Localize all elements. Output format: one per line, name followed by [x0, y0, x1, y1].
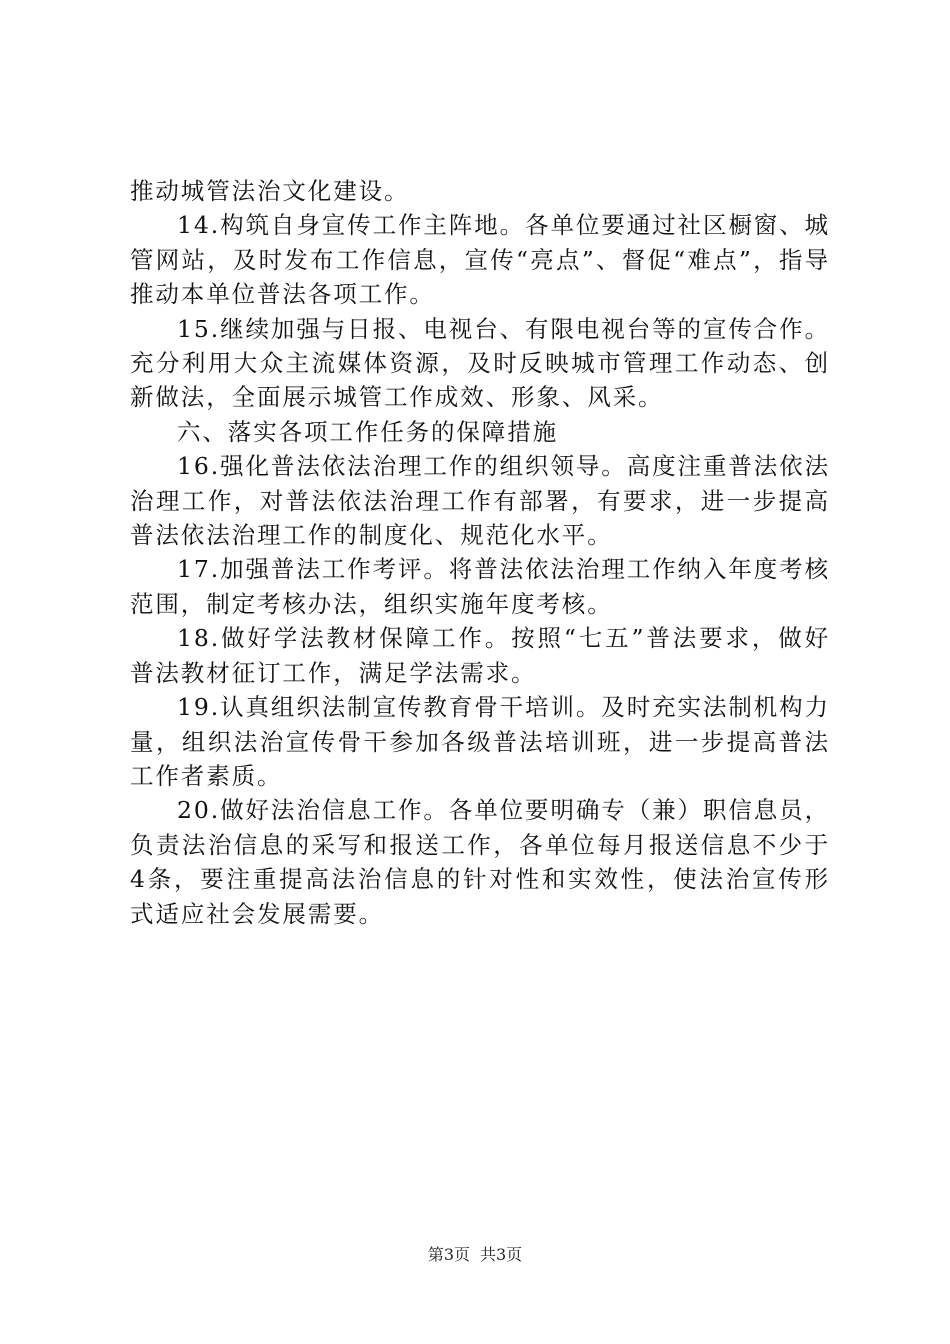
- paragraph-item-18: 18.做好学法教材保障工作。按照“七五”普法要求，做好普法教材征订工作，满足学法需求。: [130, 624, 830, 687]
- paragraph-item-15: 15.继续加强与日报、电视台、有限电视台等的宣传合作。充分利用大众主流媒体资源，及时反映城市管理工作动态、创新做法，全面展示城管工作成效、形象、风采。: [130, 314, 830, 412]
- section-heading-6: 六、落实各项工作任务的保障措施: [177, 417, 558, 446]
- page-footer: [0, 1244, 950, 1266]
- page-total: 共3页: [480, 1245, 523, 1264]
- paragraph-continuation: 推动城管法治文化建设。: [130, 177, 410, 205]
- paragraph-item-20: 20.做好法治信息工作。各单位要明确专（兼）职信息员，负责法治信息的采写和报送工作，各单位每月报送信息不少于4条，要注重提高法治信息的针对性和实效性，使法治宣传形式适应社会发展需要。: [130, 796, 830, 928]
- page-number: 第3页: [427, 1245, 470, 1264]
- paragraph-item-17: 17.加强普法工作考评。将普法依法治理工作纳入年度考核范围，制定考核办法，组织实施年度考核。: [130, 555, 830, 618]
- paragraph-item-14: 14.构筑自身宣传工作主阵地。各单位要通过社区橱窗、城管网站，及时发布工作信息，宣传“亮点”、督促“难点”，指导推动本单位普法各项工作。: [130, 211, 830, 309]
- paragraph-item-19: 19.认真组织法制宣传教育骨干培训。及时充实法制机构力量，组织法治宣传骨干参加各级普法培训班，进一步提高普法工作者素质。: [130, 693, 830, 790]
- paragraph-item-16: 16.强化普法依法治理工作的组织领导。高度注重普法依法治理工作，对普法依法治理工作有部署，有要求，进一步提高普法依法治理工作的制度化、规范化水平。: [130, 452, 830, 550]
- document-body: [130, 174, 830, 931]
